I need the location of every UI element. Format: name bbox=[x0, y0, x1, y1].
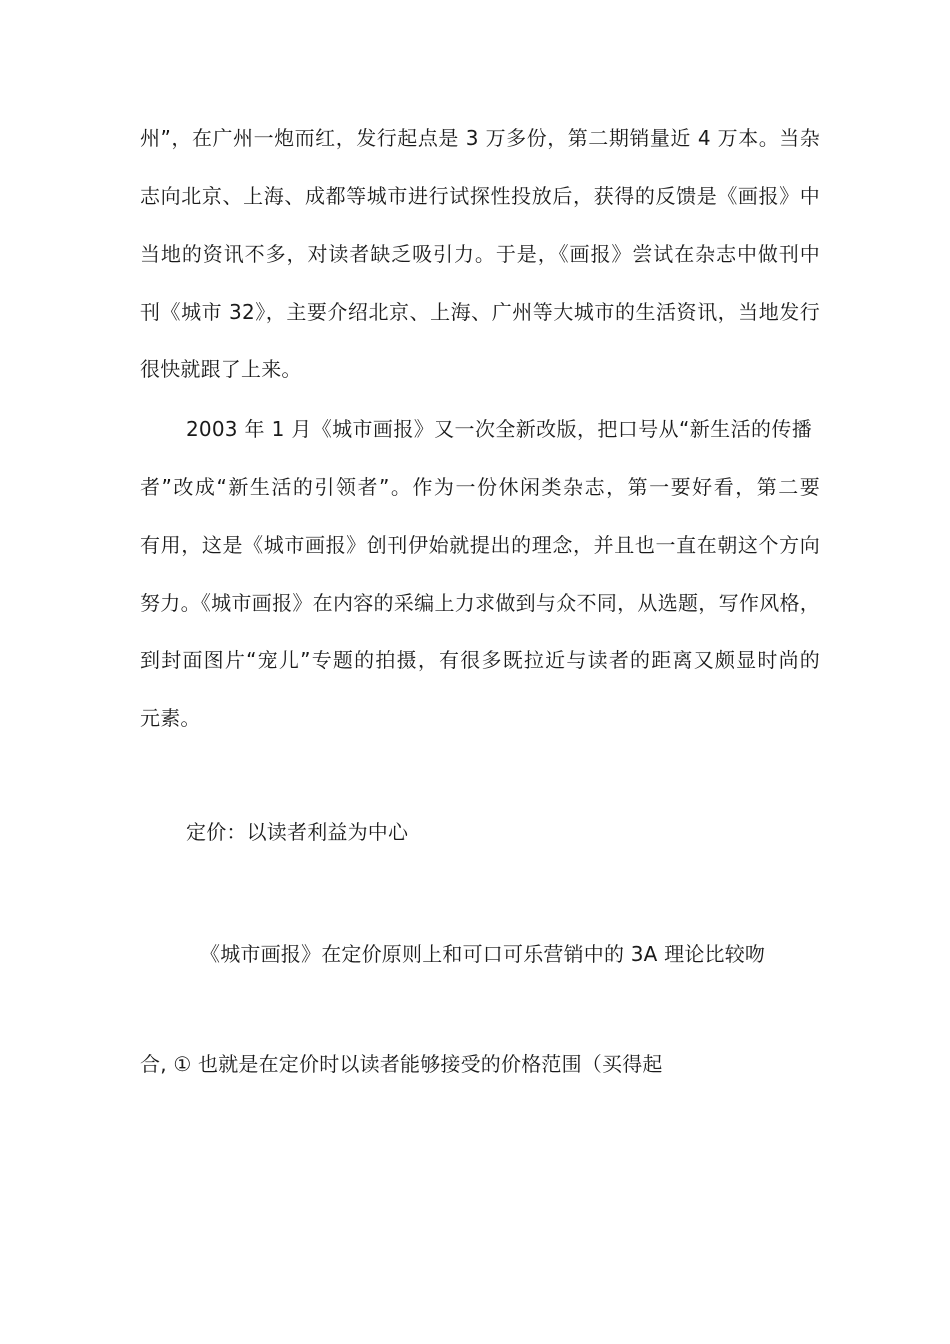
paragraph-2-line-5: 到封面图片“宠儿”专题的拍摄，有很多既拉近与读者的距离又颇显时尚的 bbox=[140, 648, 820, 672]
paragraph-1-line-2: 志向北京、上海、成都等城市进行试探性投放后，获得的反馈是《画报》中 bbox=[140, 184, 820, 208]
paragraph-2-line-2: 者”改成“新生活的引领者”。作为一份休闲类杂志，第一要好看，第二要 bbox=[140, 475, 820, 499]
paragraph-3-line-2: 合, ① 也就是在定价时以读者能够接受的价格范围（买得起 bbox=[140, 1052, 663, 1076]
paragraph-2-line-6: 元素。 bbox=[140, 706, 201, 730]
section-heading: 定价：以读者利益为中心 bbox=[186, 820, 409, 844]
paragraph-1-line-4: 刊《城市 32》，主要介绍北京、上海、广州等大城市的生活资讯，当地发行 bbox=[140, 300, 820, 324]
paragraph-2-line-1: 2003 年 1 月《城市画报》又一次全新改版，把口号从“新生活的传播 bbox=[186, 417, 812, 441]
paragraph-1-line-3: 当地的资讯不多，对读者缺乏吸引力。于是，《画报》尝试在杂志中做刊中 bbox=[140, 242, 820, 266]
paragraph-1-line-5: 很快就跟了上来。 bbox=[140, 357, 302, 381]
paragraph-1-line-1: 州”，在广州一炮而红，发行起点是 3 万多份，第二期销量近 4 万本。当杂 bbox=[140, 126, 820, 150]
paragraph-2-line-3: 有用，这是《城市画报》创刊伊始就提出的理念，并且也一直在朝这个方向 bbox=[140, 533, 820, 557]
paragraph-3-line-1: 《城市画报》在定价原则上和可口可乐营销中的 3A 理论比较吻 bbox=[200, 942, 766, 966]
paragraph-2-line-4: 努力。《城市画报》在内容的采编上力求做到与众不同，从选题，写作风格， bbox=[140, 591, 820, 615]
